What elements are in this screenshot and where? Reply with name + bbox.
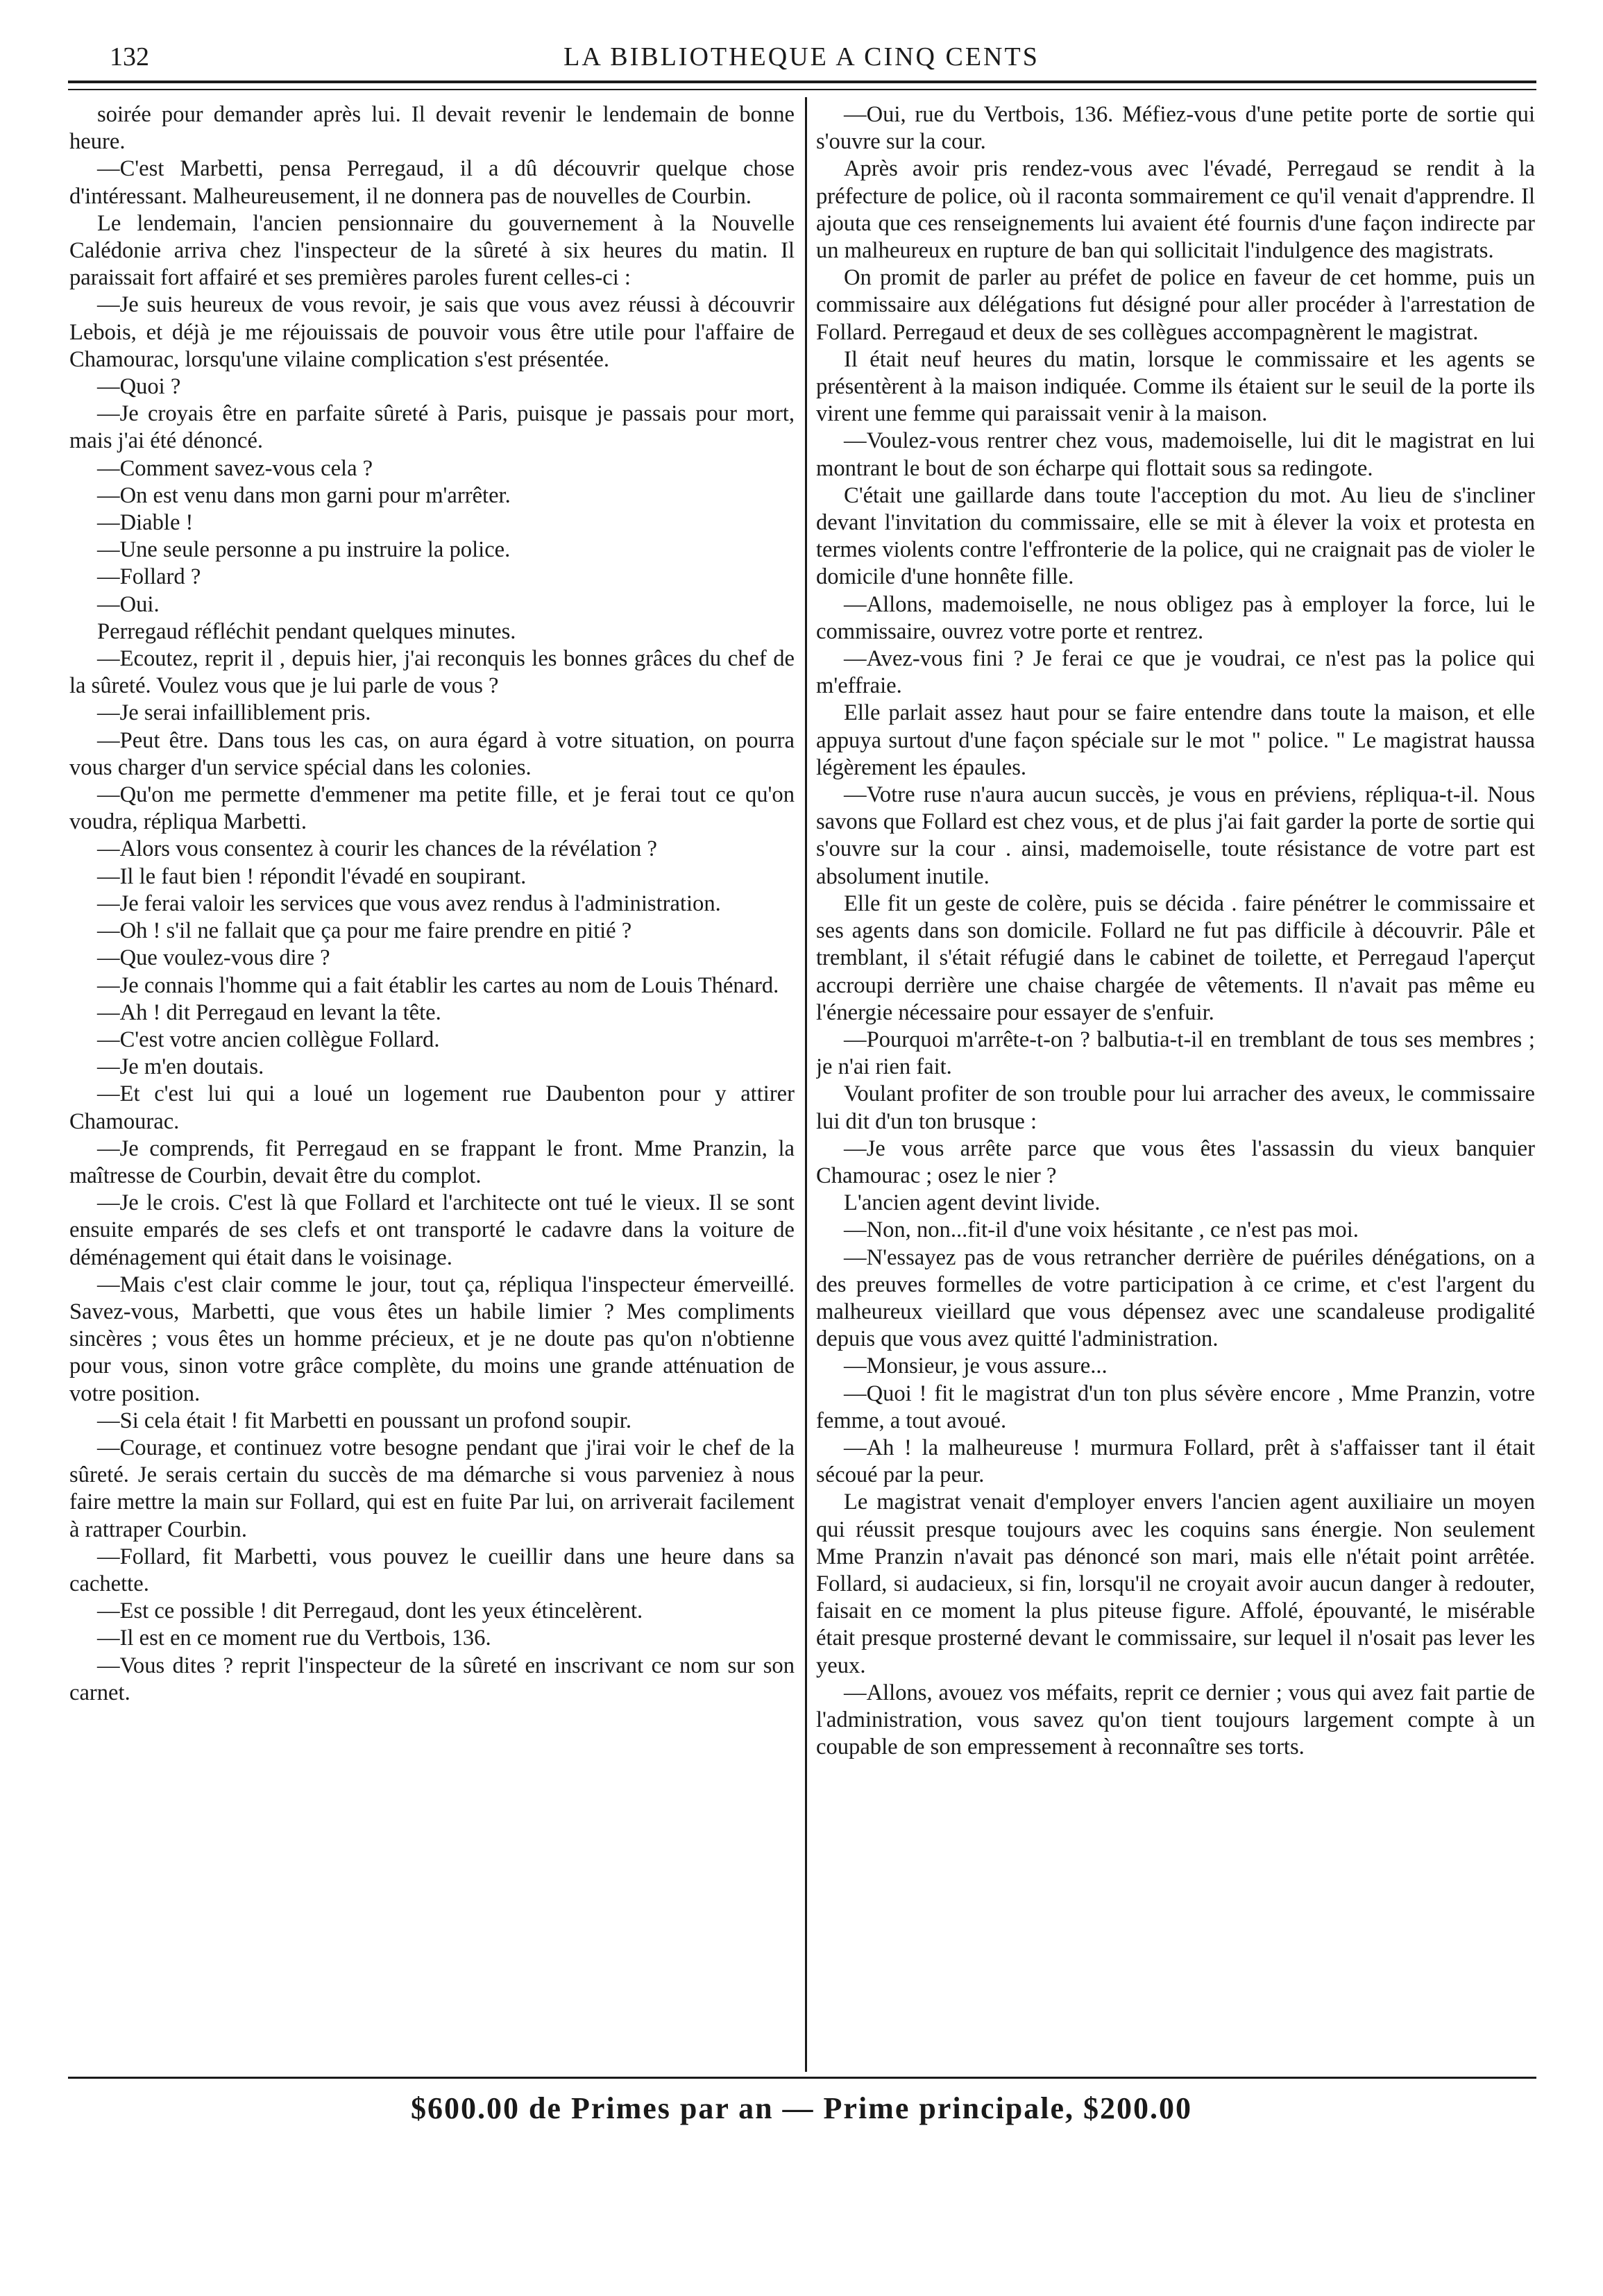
paragraph: —Alors vous consentez à courir les chances de la révélation ?	[97, 836, 657, 862]
paragraph: Après avoir pris rendez-vous avec l'évadé, Perregaud se rendit à la préfecture de police, où il raconta sommairement ce qu'il venait d'apprendre. Il ajouta que ces renseignements lui avaient été fournis d'une façon indirecte par un malheureux en rupture de ban qui sollicitait l'indulgence des magistrats.	[816, 156, 1535, 264]
paragraph: —Ecoutez, reprit il , depuis hier, j'ai reconquis les bonnes grâces du chef de la sûreté. Voulez vous que je lui parle de vous ?	[69, 646, 795, 699]
paragraph: —N'essayez pas de vous retrancher derrière de puériles dénégations, on a des preuves formelles de votre participation à ce crime, et c'est l'argent du malheureux vieillard que vous dépensez avec une scandaleuse prodigalité depuis que vous avez quitté l'administration.	[816, 1244, 1535, 1352]
paragraph: Le magistrat venait d'employer envers l'ancien agent auxiliaire un moyen qui réussit presque toujours avec les coquins sans énergie. Non seulement Mme Pranzin n'avait pas dénoncé son mari, mais elle n'était point arrêtée. Follard, si audacieux, si fin, lorsqu'il ne croyait avoir aucun danger à redouter, faisait en ce moment la plus piteuse figure. Affolé, épouvanté, le misérable était presque prosterné devant le commissaire, sur lequel il n'osait pas lever les yeux.	[816, 1489, 1535, 1678]
paragraph: —Allons, avouez vos méfaits, reprit ce dernier ; vous qui avez fait partie de l'administration, vous savez qu'on tient toujours largement compte à un coupable de son empressement à reconnaître ses torts.	[816, 1680, 1535, 1760]
paragraph: —Monsieur, je vous assure...	[844, 1353, 1108, 1379]
paragraph: —Je serai infailliblement pris.	[97, 700, 371, 726]
footer-rule	[68, 2077, 1536, 2079]
paragraph: —Pourquoi m'arrête-t-on ? balbutia-t-il en tremblant de tous ses membres ; je n'ai rien fait.	[816, 1027, 1535, 1080]
paragraph: Perregaud réfléchit pendant quelques minutes.	[97, 618, 516, 644]
paragraph: soirée pour demander après lui. Il devait revenir le lendemain de bonne heure.	[69, 102, 795, 155]
paragraph: L'ancien agent devint livide.	[844, 1190, 1101, 1216]
paragraph: Elle fit un geste de colère, puis se décida . faire pénétrer le commissaire et ses agents dans son domicile. Follard ne fut pas difficile à découvrir. Pâle et tremblant, il s'était réfugié dans le cabinet de toilette, et Perregaud l'aperçut accroupi derrière une chaise chargée de vêtements. Il n'avait pas même eu l'énergie nécessaire pour essayer de s'enfuir.	[816, 890, 1535, 1025]
paragraph: —Je croyais être en parfaite sûreté à Paris, puisque je passais pour mort, mais j'ai été dénoncé.	[69, 401, 795, 454]
paragraph: —On est venu dans mon garni pour m'arrêter.	[97, 482, 511, 508]
paragraph: Elle parlait assez haut pour se faire entendre dans toute la maison, et elle appuya surtout d'une façon spéciale sur le mot " police. " Le magistrat haussa légèrement les épaules.	[816, 700, 1535, 780]
paragraph: —Peut être. Dans tous les cas, on aura égard à votre situation, on pourra vous charger d'un service spécial dans les colonies.	[69, 727, 795, 780]
paragraph: —Que voulez-vous dire ?	[97, 945, 330, 971]
paragraph: —Je vous arrête parce que vous êtes l'assassin du vieux banquier Chamourac ; osez le nier ?	[816, 1136, 1535, 1188]
paragraph: —Oui, rue du Vertbois, 136. Méfiez-vous d'une petite porte de sortie qui s'ouvre sur la cour.	[816, 102, 1535, 155]
paragraph: —Oh ! s'il ne fallait que ça pour me faire prendre en pitié ?	[97, 918, 632, 944]
paragraph: —Qu'on me permette d'emmener ma petite fille, et je ferai tout ce qu'on voudra, répliqua Marbetti.	[69, 782, 795, 835]
paragraph: —Allons, mademoiselle, ne nous obligez pas à employer la force, lui le commissaire, ouvrez votre porte et rentrez.	[816, 591, 1535, 644]
paragraph: —C'est votre ancien collègue Follard.	[97, 1027, 440, 1052]
paragraph: —C'est Marbetti, pensa Perregaud, il a dû découvrir quelque chose d'intéressant. Malheureusement, il ne donnera pas de nouvelles de Courbin.	[69, 156, 795, 209]
paragraph: —Je connais l'homme qui a fait établir les cartes au nom de Louis Thénard.	[97, 972, 779, 998]
paragraph: —Je suis heureux de vous revoir, je sais que vous avez réussi à découvrir Lebois, et déjà je me réjouissais de pouvoir vous être utile pour l'affaire de Chamourac, lorsqu'une vilaine complication s'est présentée.	[69, 292, 795, 372]
paragraph: C'était une gaillarde dans toute l'acception du mot. Au lieu de s'incliner devant l'invitation du commissaire, elle se mit à élever la voix et protesta en termes violents contre l'effronterie de la police, qui ne craignait pas de violer le domicile d'une honnête fille.	[816, 482, 1535, 590]
column-divider	[805, 97, 807, 2072]
header-rule-thick	[68, 81, 1536, 83]
paragraph: —Follard ?	[97, 564, 201, 590]
paragraph: —Et c'est lui qui a loué un logement rue Daubenton pour y attirer Chamourac.	[69, 1081, 795, 1134]
paragraph: Le lendemain, l'ancien pensionnaire du gouvernement à la Nouvelle Calédonie arriva chez l'inspecteur de la sûreté à six heures du matin. Il paraissait fort affairé et ses premières paroles furent celles-ci :	[69, 210, 795, 291]
page-number: 132	[110, 42, 149, 71]
running-head-title: LA BIBLIOTHEQUE A CINQ CENTS	[563, 42, 1040, 71]
paragraph: —Je ferai valoir les services que vous avez rendus à l'administration.	[97, 890, 721, 916]
header-rule-thin	[68, 89, 1536, 90]
paragraph: —Il le faut bien ! répondit l'évadé en soupirant.	[97, 863, 527, 889]
paragraph: —Quoi ! fit le magistrat d'un ton plus sévère encore , Mme Pranzin, votre femme, a tout avoué.	[816, 1381, 1535, 1433]
paragraph: —Follard, fit Marbetti, vous pouvez le cueillir dans une heure dans sa cachette.	[69, 1544, 795, 1596]
left-column	[69, 101, 795, 2070]
paragraph: —Mais c'est clair comme le jour, tout ça, répliqua l'inspecteur émerveillé. Savez-vous, Marbetti, que vous êtes un habile limier ? Mes compliments sincères ; vous êtes un homme précieux, et je ne doute pas qu'on n'obtienne pour vous, sinon votre grâce complète, du moins une grande atténuation de votre position.	[69, 1272, 795, 1406]
paragraph: —Vous dites ? reprit l'inspecteur de la sûreté en inscrivant ce nom sur son carnet.	[69, 1653, 795, 1705]
right-column	[816, 101, 1535, 2070]
paragraph: —Comment savez-vous cela ?	[97, 455, 373, 481]
paragraph: —Une seule personne a pu instruire la police.	[97, 537, 511, 563]
paragraph: —Courage, et continuez votre besogne pendant que j'irai voir le chef de la sûreté. Je serais certain du succès de ma démarche si vous parveniez à nous faire mettre la main sur Follard, qui est en fuite Par lui, on arriverait facilement à rattraper Courbin.	[69, 1435, 795, 1542]
paragraph: —Je comprends, fit Perregaud en se frappant le front. Mme Pranzin, la maîtresse de Courbin, devait être du complot.	[69, 1136, 795, 1188]
paragraph: On promit de parler au préfet de police en faveur de cet homme, puis un commissaire aux délégations fut désigné pour aller procéder à l'arrestation de Follard. Perregaud et deux de ses collègues accompagnèrent le magistrat.	[816, 265, 1535, 345]
paragraph: —Avez-vous fini ? Je ferai ce que je voudrai, ce n'est pas la police qui m'effraie.	[816, 646, 1535, 699]
paragraph: —Voulez-vous rentrer chez vous, mademoiselle, lui dit le magistrat en lui montrant le bout de son écharpe qui flottait sous sa redingote.	[816, 428, 1535, 481]
paragraph: —Votre ruse n'aura aucun succès, je vous en préviens, répliqua-t-il. Nous savons que Follard est chez vous, et de plus j'ai fait garder la porte de sortie qui s'ouvre sur la cour . ainsi, mademoiselle, toute résistance de votre part est absolument inutile.	[816, 782, 1535, 889]
paragraph: —Oui.	[97, 591, 160, 617]
paragraph: —Est ce possible ! dit Perregaud, dont les yeux étincelèrent.	[97, 1598, 643, 1624]
paragraph: —Je le crois. C'est là que Follard et l'architecte ont tué le vieux. Il se sont ensuite emparés de ses clefs et ont transporté le cadavre dans la voiture de déménagement qui était dans le voisinage.	[69, 1190, 795, 1270]
paragraph: Il était neuf heures du matin, lorsque le commissaire et les agents se présentèrent à la maison indiquée. Comme ils étaient sur le seuil de la porte ils virent une femme qui paraissait venir à la maison.	[816, 346, 1535, 427]
paragraph: Voulant profiter de son trouble pour lui arracher des aveux, le commissaire lui dit d'un ton brusque :	[816, 1081, 1535, 1134]
paragraph: —Ah ! dit Perregaud en levant la tête.	[97, 999, 441, 1025]
footer-banner: $600.00 de Primes par an — Prime principale, $200.00	[410, 2091, 1193, 2125]
paragraph: —Il est en ce moment rue du Vertbois, 136.	[97, 1626, 491, 1651]
paragraph: —Ah ! la malheureuse ! murmura Follard, prêt à s'affaisser tant il était sécoué par la peur.	[816, 1435, 1535, 1488]
paragraph: —Diable !	[97, 510, 194, 536]
paragraph: —Si cela était ! fit Marbetti en poussant un profond soupir.	[97, 1408, 631, 1433]
paragraph: —Non, non...fit-il d'une voix hésitante , ce n'est pas moi.	[844, 1217, 1359, 1243]
paragraph: —Quoi ?	[97, 374, 181, 400]
paragraph: —Je m'en doutais.	[97, 1054, 264, 1080]
